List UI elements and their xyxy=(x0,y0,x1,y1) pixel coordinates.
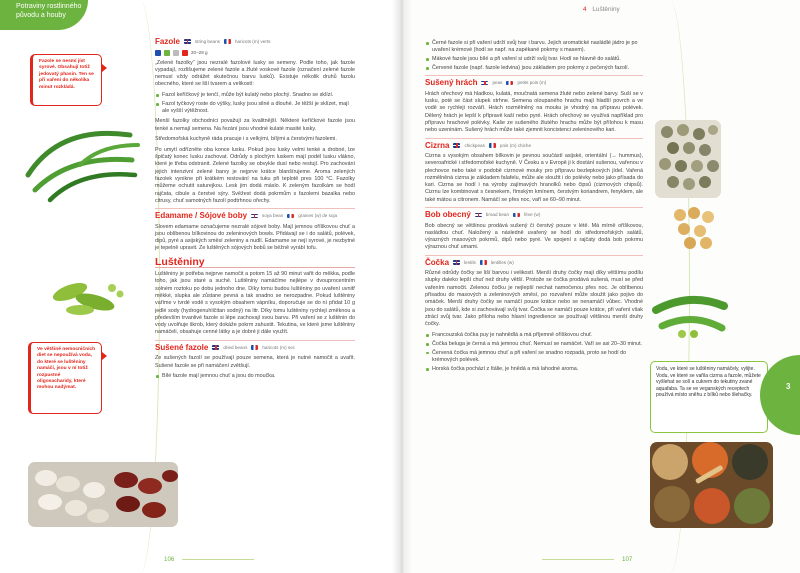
edamame-english: soya bean xyxy=(262,213,284,219)
warning-box-soaking-water xyxy=(28,342,102,414)
chapter-marker-number: 3 xyxy=(786,382,791,391)
divider xyxy=(425,138,643,139)
bob-title: Bob obecný xyxy=(425,210,471,220)
box-arrow-icon xyxy=(102,64,107,72)
fazole-paragraph-1: „Zelené fazolky“ jsou nezralé fazolové lusky se semeny. Podle toho, jak fazole vypadají, rozlišujeme zelené fazole a žluté voskové fazole (označení zelené fazole nemusí vždy odrážet skutečnou barvu lusků). Existuje několik druhů fazolu obecného, které se liší tvarem a velikostí: xyxy=(155,59,355,88)
dried-beans-photo xyxy=(28,462,178,527)
divider xyxy=(155,208,355,209)
bob-title-row xyxy=(425,211,643,218)
bob-english: broad bean xyxy=(485,212,510,218)
chapter-tab-line-1: Potraviny rostlinného xyxy=(16,3,82,10)
cocka-english: lentils xyxy=(464,259,476,265)
english-flag-icon xyxy=(212,345,219,350)
fazole-list-item: Fazol tyčkový roste do výšky, lusky jsou silné a dlouhé. Je těžší je sklízet, mají ale vyšší výtěžnost. xyxy=(155,101,355,116)
top-bean-list xyxy=(425,40,643,72)
calorie-icon xyxy=(182,50,188,56)
fazole-list xyxy=(155,92,355,115)
fazole-english: string beans xyxy=(194,39,220,44)
english-flag-icon xyxy=(475,213,482,218)
warning-text-phasin: Fazole se nesmí jíst syrové. Obsahují totiž jedovatý phasin. Ten se při vaření do několika minut rozkládá. xyxy=(39,59,94,90)
hrach-english: peas xyxy=(492,80,503,86)
bean-list-item: Černé fazole si při vaření udrží svůj tvar i barvu. Jejich aromatické nasládlé jádro je po uvaření krémové (hodí se např. na zapékané pokrmy s masem). xyxy=(425,40,643,55)
fazole-paragraph-4: Po umytí odřízněte oba konce lusku. Pokud jsou lusky velmi tenké a drobné, lze špičatý konec lusku zachovat. Odrůdy s plochým luskem mají podél lusku vlákno, které je třeba odstranit. Zelené fazolky se obvykle dusí nebo restují. Pro zachování jejich intenzivní zelené barvy je nejprve krátce blanšírujeme. Aroma zelených fazolek vynikne při krátkém restování na tuku při teplotě pres 100 °C. Fazolky můžeme ochutit saturejkou. Lesk jim dodá máslo. K zeleným fazolkám se hodí rajčata, cibule a čerstvé sýry. Svěžest dodá pokrmům s fazolemi bazalka nebo citrusy, chuť samotných fazolí podtrhnou ořechy. xyxy=(155,146,355,204)
broad-beans-illustration xyxy=(652,290,728,338)
edamame-title-row xyxy=(155,212,355,219)
susene-fazole-english: dried beans xyxy=(223,344,248,350)
cocka-list-item: Čočka beluga je černá a má jemnou chuť. Nemusí se namáčet. Vaří se asi 20–30 minut. xyxy=(425,341,643,348)
left-text-column xyxy=(155,36,355,383)
box-arrow-icon-2 xyxy=(102,352,107,360)
susene-fazole-list xyxy=(155,373,355,380)
cocka-title: Čočka xyxy=(425,257,450,267)
bean-list-item: Červené fazole (např. fazole ledvina) jsou základem pro pokrmy z pečených fazolí. xyxy=(425,65,643,72)
french-flag-icon xyxy=(251,345,258,350)
page-number-right xyxy=(622,556,632,563)
french-flag-icon xyxy=(224,39,231,44)
leaf-icon xyxy=(164,50,170,56)
english-flag-icon xyxy=(481,81,488,86)
aquafaba-info-box xyxy=(650,361,768,433)
bob-french: fève (w) xyxy=(524,212,541,218)
french-flag-icon xyxy=(480,260,487,265)
divider xyxy=(425,75,643,76)
chapter-tab-line-2: původu a houby xyxy=(16,11,66,19)
susene-fazole-french: haricots (m) sec xyxy=(262,344,296,350)
french-flag-icon xyxy=(513,213,520,218)
edamame-french: graines (w) de soja xyxy=(298,213,338,219)
green-beans-illustration xyxy=(20,115,140,205)
scale-icon xyxy=(173,50,179,56)
susene-fazole-paragraph: Ze sušených fazolí se používají pouze semena, která je nutné namočit a uvařit. Sušené fazole se při namáčení zvětšují. xyxy=(155,355,355,369)
fazole-icons-row xyxy=(155,49,355,56)
bean-list-item: Mákové fazole jsou bílé a při vaření si udrží svůj tvar. Hodí se hlavně do salátů. xyxy=(425,56,643,63)
fazole-title-row xyxy=(155,38,355,45)
divider xyxy=(425,207,643,208)
cocka-paragraph: Různé odrůdy čočky se liší barvou i velikostí. Menší druhy čočky mají díky většímu podílu slupky daleko lepší chuť než druhy větší. Protože se čočka prodává sušená, musí se před vařením namočit. Zelenou čočku je nejlepší nechat namočenou přes noc. Je oblíbenou přísadou do masových a zeleninových směsí, po rozvaření může sloužit jako pojivo do omáček. Menší druhy čočky se namáčí pouze krátce nebo se nenamáčí vůbec. Vhodné jsou do salátů, kde si zachovávají svůj tvar. Čočka se namáčí pouze krátce, při vaření však ztrácí svůj tvar. Jako příloha nebo hlavní ingredience se používají většinou menší druhy čočky. xyxy=(425,270,643,328)
hrach-french: petits pois (m) xyxy=(517,80,547,86)
divider xyxy=(155,340,355,341)
hrach-paragraph: Hrách ořechový má hladkou, kulatá, moučnatá semena žluté nebo zelené barvy. Suší se v lusku, poté se část slupek strhne. Semena oloupaného hrachu mají hladší povrch a ve vodě se rychleji rozváří. Hrách rozmělněný na mouku je vhodný na přípravu polévek. Dělený hrách je lepší k přípravě kaší nebo pyré. Hrách ořechový se využívá například pro přípravu hrachové polévky. Kaše ze sušeného žlutého hrachu může být přílohou k masu nebo uzeninám. Sušený hrách může také zjemnit koncistenci zeleninového kari. xyxy=(425,90,643,134)
book-gutter xyxy=(392,0,412,573)
french-flag-icon xyxy=(287,214,294,219)
page-number-right-text: 107 xyxy=(622,556,633,563)
lentils-photo xyxy=(650,442,773,528)
running-head xyxy=(583,6,620,13)
cocka-title-row xyxy=(425,259,643,266)
lusteniny-paragraph: Luštěniny je potřeba nejprve namočit a potom 15 až 90 minut vařit do měkka, podle toho, jak jsou staré a suché. Luštěniny namáčíme nejlépe v dvouprocentním solném roztoku po dobu jednoho dne. Díky tomu budou luštěniny po uvaření uvnitř měkké, slupka ale zůstane pevná a tak snadno se nerozpadne. Pokud luštěniny vaříme v tvrdé vodě s vysokým obsahem vápníku, doporučuje se do ní přidat 10 g jedlé sody (hydrogenuhličitan sodný) na litr. Díky tomu luštěniny rychleji změknou a především trvanlivé fazole si lépe zachovají svou barvu. Při vaření se z luštěnin do vody uvolňuje škrob, který dokáže pokrm zahustit. Tekutina, ve které jsme luštěniny namáčeli, obsahuje cenné látky a je dobré ji dále využít. xyxy=(155,271,355,336)
warning-box-phasin xyxy=(30,54,102,106)
fazole-paragraph-3: Středomořská kuchyně ráda pracuje i s velkými, bílými a čerstvými fazolemi. xyxy=(155,136,337,143)
cizrna-english: chickpeas xyxy=(464,142,485,148)
running-head-text: Luštěniny xyxy=(592,6,620,13)
edamame-illustration xyxy=(50,272,130,320)
fazole-french: haricots (m) verts xyxy=(234,39,271,44)
page-number-left-text: 106 xyxy=(164,556,175,563)
english-flag-icon xyxy=(453,143,460,148)
hrach-title: Sušený hrách xyxy=(425,78,478,88)
fazole-icons-text: 20–28 g xyxy=(191,50,208,56)
right-text-column xyxy=(425,40,643,376)
cocka-list-item: Červená čočka má jemnou chuť a při vaření se snadno rozpadá, proto se hodí do krémových polévek. xyxy=(425,350,643,365)
running-head-number: 4 xyxy=(583,6,587,13)
season-icon xyxy=(155,50,161,56)
cizrna-title-row xyxy=(425,142,643,149)
susene-fazole-title: Sušené fazole xyxy=(155,342,209,352)
cocka-list xyxy=(425,332,643,373)
cocka-list-item: Horská čočka pochází z Itálie, je hnědá a má lahodné aroma. xyxy=(425,366,643,373)
section-title-lusteniny: Luštěniny xyxy=(155,259,355,268)
chickpeas-illustration xyxy=(668,203,718,253)
divider xyxy=(425,255,643,256)
french-flag-icon xyxy=(489,143,496,148)
cizrna-french: pois (m) chiche xyxy=(499,142,532,148)
cizrna-title: Cizrna xyxy=(425,140,450,150)
cocka-list-item: Francouzská čočka puy je nahnědlá a má příjemně oříškovou chuť. xyxy=(425,332,643,339)
cocka-french: lentilles (w) xyxy=(490,259,514,265)
english-flag-icon xyxy=(184,39,191,44)
edamame-paragraph: Slovem edamame označujeme nezralé sójové boby. Mají jemnou oříškovou chuť a jsou oblíbenou bílkovinou do zeleninových bowls. Přidávají se i do salátů, polévek, dipů, pyré a asijských směsí zeleniny a nudlí. Edamame se nejí syrové, je nezbytné je tepelně upravit. Ze luštěných sójových bobů se běžně vyrábí tofu. xyxy=(155,223,355,252)
susene-fazole-list-item: Bílé fazole mají jemnou chuť a jsou do moučka. xyxy=(155,373,355,380)
dried-peas-photo xyxy=(655,120,721,198)
english-flag-icon xyxy=(251,214,258,219)
chapter-tab xyxy=(0,0,88,30)
edamame-title: Edamame / Sójové boby xyxy=(155,211,248,221)
french-flag-icon xyxy=(506,81,513,86)
fazole-list-item: Fazol keříčkový je tenčí, může být kulatý nebo plochý. Snadno se sklízí. xyxy=(155,92,355,99)
fazole-title: Fazole xyxy=(155,37,180,46)
susene-fazole-title-row xyxy=(155,344,355,351)
bob-paragraph: Bob obecný se většinou prodává sušený či čerstvý pouze v létě. Má mírně oříškovou, nasládlou chuť. Naložený a následně uvařený se hodí do středomořských salátů, výrazných masových pokrmů, dipů nebo pyré. Ve spojení s rajčaty dodá bob pokrmu výraznou chuť umami. xyxy=(425,222,643,251)
warning-text-soaking-water: Ve většině nemocničních diet se nepoužívá voda, do které se luštěniny namáčí, jsou v ní totiž rozpustné oligosacharidy, které mohou nadýmat. xyxy=(37,347,96,391)
cizrna-paragraph: Cizrna s vysokým obsahem bílkovin je pevnou součástí asijské, orientální (→ hummus), severoafrické i středomořské kuchyně. V Česku a v Evropě ji k dostání sušenou, vařenou v plechovce nebo také v podobě cizrnové mouky pro přípravu bezlepkových jídel. Vařená rozmělněná cizrna je základem falafelu, může ale sloužit i do polévky nebo jako přísada do kari. Cizrna se hodí i na výroby zajímavých hranolků nebo čipsů (cizrnových chipsů). Cizrnu lze kombinovat s česnekem, římským kmínem, čerstvým koriandrem, fenyklem, ale také mátou a citronem. Namáčí se přes noc, vaří se 60–90 minut. xyxy=(425,152,643,203)
hrach-title-row xyxy=(425,79,643,86)
aquafaba-info-text: Vodu, ve které se luštěniny namáčely, vylijte. Vodu, ve které se vařila cizrna a fazole, můžete vyšlehat se solí a cukrem do tekutiny zvané aquafaba. Ta se ve veganských receptech používá místo sněhu z bílků nebo šlehačky. xyxy=(656,366,761,399)
english-flag-icon xyxy=(453,260,460,265)
fazole-paragraph-2: Menší fazolky obchodníci považují za kvalitnější. Některé keříčkové fazole jsou tenké a nemají semena. Na řezání jsou vhodné kulaté masité lusky. xyxy=(155,118,355,132)
page-number-left xyxy=(164,556,174,563)
